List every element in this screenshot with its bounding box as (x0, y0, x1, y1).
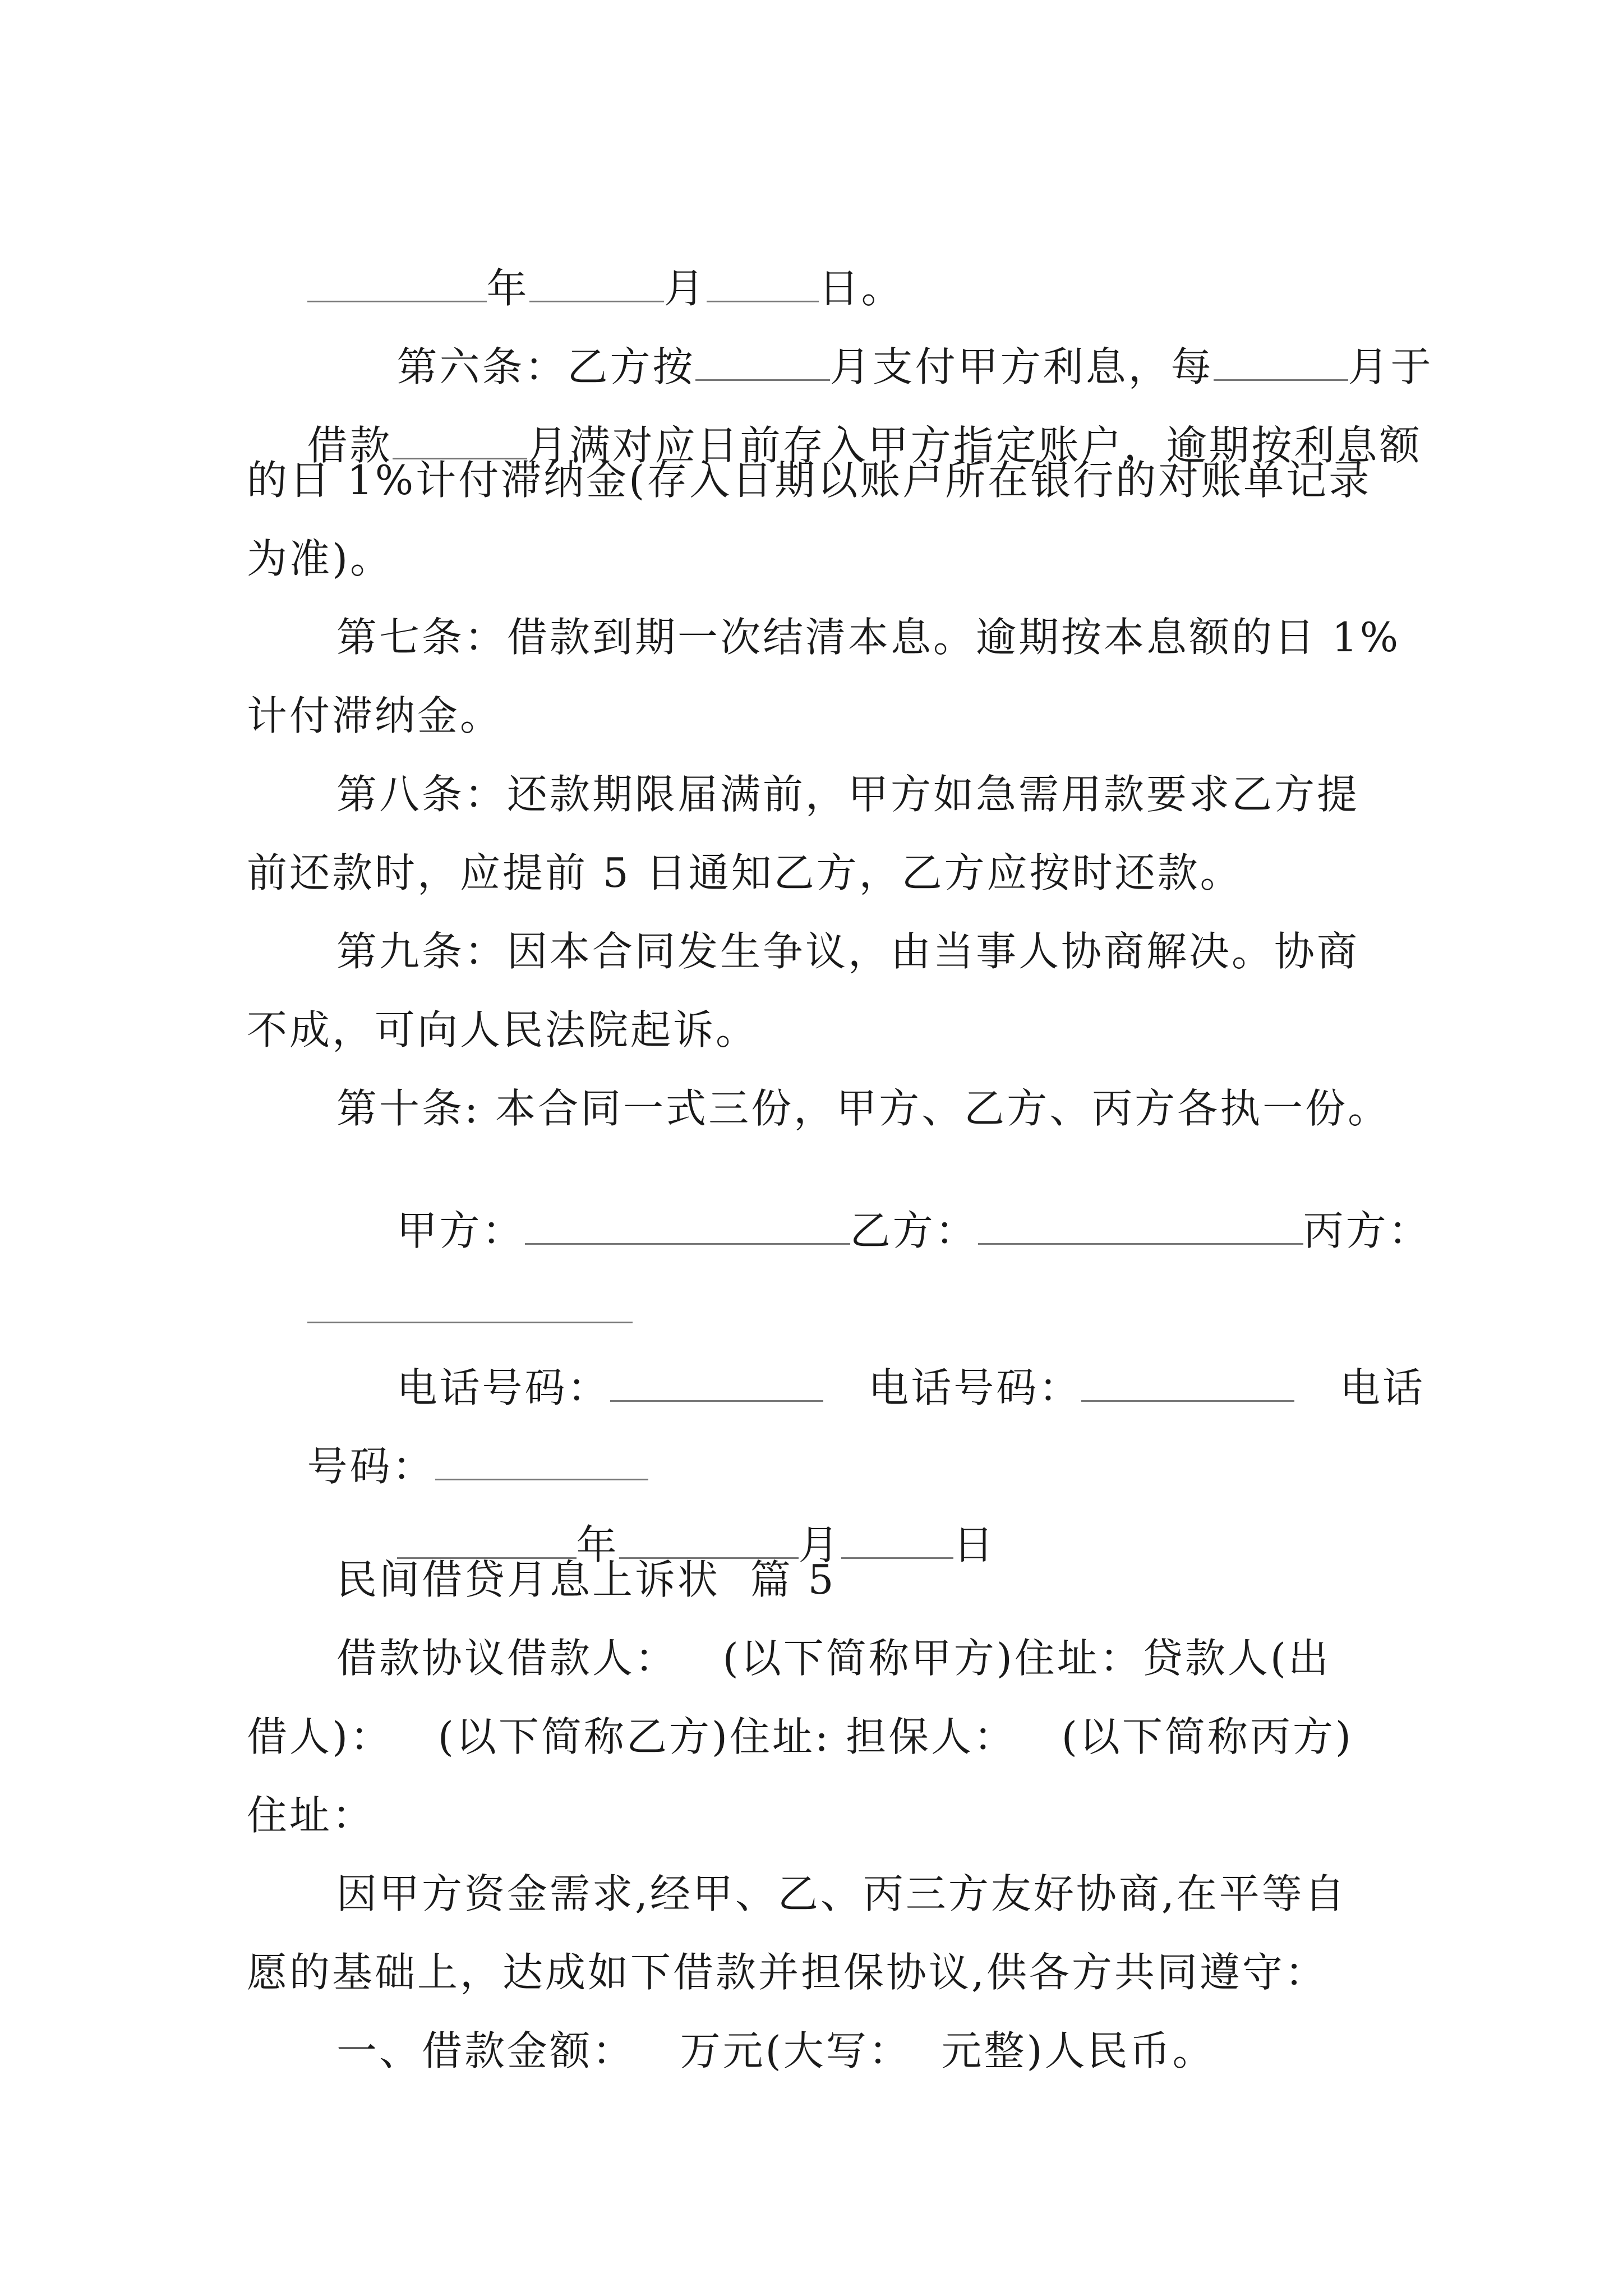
article-8-line-1: 第八条：还款期限届满前，甲方如急需用款要求乙方提 (336, 771, 1360, 818)
preamble-line-2: 愿的基础上，达成如下借款并担保协议,供各方共同遵守： (247, 1949, 1327, 1996)
blank-months (393, 422, 527, 459)
article-6-line-1: 第六条：乙方按 月支付甲方利息，每 月于 (396, 343, 1433, 390)
article-8-line-2: 前还款时，应提前 5 日通知乙方，乙方应按时还款。 (247, 849, 1243, 896)
blank-phone-a (610, 1364, 823, 1402)
parties-line-1: 借款协议借款人： (以下简称甲方)住址：贷款人(出 (336, 1635, 1331, 1682)
clause-1-amount: 一、借款金额： 万元(大写： 元整)人民币。 (336, 2027, 1215, 2074)
blank-party-c (307, 1286, 633, 1323)
article-7-line-2: 计付滞纳金。 (247, 692, 503, 739)
article-6-line-2: 借款 月满对应日前存入甲方指定账户，逾期按利息额 (307, 422, 1422, 469)
blank-interest-period (695, 343, 830, 381)
date-line-top: 年 月 日。 (247, 224, 904, 349)
article-9-line-1: 第九条：因本合同发生争议，由当事人协商解决。协商 (336, 928, 1360, 975)
blank-month-2 (619, 1521, 799, 1559)
blank-year (307, 265, 487, 302)
blank-phone-c (435, 1443, 648, 1480)
parties-line-2: 借人)： (以下简称乙方)住址: 担保人： (以下简称丙方) (247, 1713, 1353, 1760)
article-7-line-1: 第七条：借款到期一次结清本息。逾期按本息额的日 1% (336, 614, 1401, 661)
blank-phone-b (1081, 1364, 1294, 1402)
signature-line: 甲方： 乙方： 丙方： (396, 1207, 1431, 1254)
blank-party-a (525, 1207, 850, 1245)
article-6-line-3: 的日 1%计付滞纳金(存入日期以账户所在银行的对账单记录 (247, 457, 1372, 504)
article-9-line-2: 不成，可向人民法院起诉。 (247, 1006, 759, 1053)
blank-pay-period (1214, 343, 1348, 381)
section-title: 民间借贷月息上诉状 篇 5 (336, 1556, 836, 1603)
date-line-bottom: 年 月 日 (336, 1481, 996, 1605)
phone-line: 电话号码： 电话号码： 电话 (396, 1364, 1425, 1411)
blank-party-b (978, 1207, 1303, 1245)
blank-day (707, 265, 819, 302)
blank-day-2 (841, 1521, 953, 1559)
article-6-line-4: 为准)。 (247, 535, 393, 582)
blank-year-2 (397, 1521, 577, 1559)
phone-line-2: 号码： (247, 1402, 648, 1527)
article-10-line: 第十条: 本合同一式三份，甲方、乙方、丙方各执一份。 (336, 1085, 1391, 1132)
preamble-line-1: 因甲方资金需求,经甲、乙、丙三方友好协商,在平等自 (336, 1870, 1347, 1917)
parties-line-3: 住址： (247, 1792, 375, 1839)
blank-month (529, 265, 664, 302)
